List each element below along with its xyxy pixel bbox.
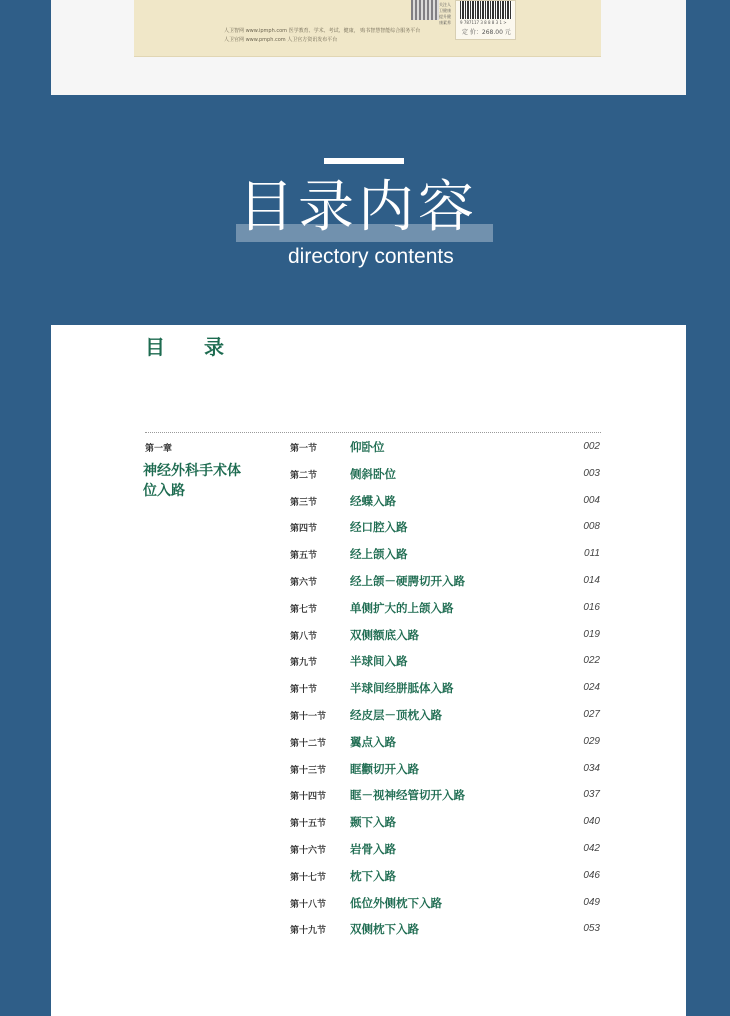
section-page: 027	[583, 708, 600, 720]
price-label: 定 价：268.00 元	[462, 29, 511, 36]
section-page: 029	[583, 735, 600, 747]
toc-row	[290, 544, 602, 571]
section-number: 第五节	[290, 551, 318, 562]
section-number: 第十四节	[290, 792, 327, 803]
toc-row	[290, 893, 602, 920]
chapter-label: 第一章	[145, 444, 173, 454]
section-number: 第四节	[290, 524, 318, 535]
section-title-text: 翼点入路	[350, 734, 396, 749]
toc-row	[290, 785, 602, 812]
toc-row	[290, 517, 602, 544]
toc-row	[290, 866, 602, 893]
section-title-text: 半球间经胼胝体入路	[350, 681, 454, 696]
section-page: 053	[583, 923, 600, 935]
toc-row	[290, 651, 602, 678]
section-page: 002	[583, 441, 600, 452]
toc-row	[290, 732, 602, 759]
section-title-text: 经蝶入路	[350, 493, 396, 508]
section-title-text: 眶－视神经管切开入路	[350, 788, 465, 803]
section-number: 第七节	[290, 604, 318, 615]
publisher-line-2: 人卫官网 www.pmph.com 人卫官方资讯发布平台	[224, 37, 338, 43]
toc-page	[51, 325, 686, 1016]
section-number: 第八节	[290, 631, 318, 642]
section-page: 046	[583, 869, 600, 881]
book-back-cover	[134, 0, 601, 57]
section-page: 049	[583, 896, 600, 908]
section-page: 022	[583, 655, 600, 667]
section-page: 011	[584, 548, 600, 560]
toc-row	[290, 812, 602, 839]
section-number: 第十节	[290, 685, 318, 696]
toc-row	[290, 625, 602, 652]
section-page: 042	[583, 842, 600, 854]
section-number: 第十九节	[290, 926, 327, 937]
section-page: 003	[583, 467, 600, 479]
section-title-text: 双侧额底入路	[350, 627, 419, 642]
section-title-text: 经皮层－顶枕入路	[350, 707, 442, 722]
section-number: 第十六节	[290, 845, 327, 856]
barcode-icon	[460, 1, 512, 19]
section-title-text: 经口腔入路	[350, 520, 408, 535]
stamp-text: 关注人卫健康 提升健康素养	[439, 2, 451, 25]
section-number: 第二节	[290, 470, 318, 481]
section-page: 016	[583, 601, 600, 613]
qr-code-icon	[411, 0, 439, 20]
toc-heading: 目 录	[145, 335, 240, 359]
toc-row	[290, 839, 602, 866]
dotted-divider	[145, 432, 601, 433]
barcode-number: 9 787117 3 8 8 8 3 1 >	[460, 20, 507, 25]
toc-row	[290, 705, 602, 732]
section-title-text: 眶颧切开入路	[350, 761, 419, 776]
section-number: 第一节	[290, 444, 318, 454]
toc-row	[290, 491, 602, 518]
section-number: 第六节	[290, 577, 318, 588]
toc-row	[290, 678, 602, 705]
book-back-cover-card	[51, 0, 686, 95]
barcode-box	[455, 0, 516, 40]
section-title-text: 单侧扩大的上颌入路	[350, 600, 454, 615]
section-title-text: 半球间入路	[350, 654, 408, 669]
section-page: 040	[583, 816, 600, 828]
toc-list	[290, 437, 602, 946]
section-page: 024	[583, 682, 600, 694]
publisher-line-1: 人卫智网 www.ipmph.com 医学教育、学术、考试、健康， 购书智慧智能综合服务平台	[224, 28, 421, 34]
section-number: 第九节	[290, 658, 318, 669]
section-page: 004	[583, 494, 600, 506]
toc-row	[290, 759, 602, 786]
section-subtitle: directory contents	[288, 245, 454, 268]
section-number: 第十七节	[290, 872, 327, 883]
decorative-bar	[324, 158, 404, 164]
toc-row	[290, 571, 602, 598]
section-title-text: 双侧枕下入路	[350, 922, 419, 937]
section-number: 第十二节	[290, 738, 327, 749]
section-title-text: 经上颌－硬腭切开入路	[350, 573, 465, 588]
toc-row	[290, 919, 602, 946]
toc-row	[290, 437, 602, 464]
section-number: 第十一节	[290, 711, 327, 722]
section-title: 目录内容	[238, 175, 478, 240]
section-page: 037	[583, 789, 600, 801]
section-title-text: 岩骨入路	[350, 841, 396, 856]
section-title-text: 仰卧位	[350, 440, 385, 454]
section-page: 008	[583, 521, 600, 533]
section-number: 第十八节	[290, 899, 327, 910]
section-title-text: 低位外侧枕下入路	[350, 895, 442, 910]
section-page: 019	[583, 628, 600, 640]
section-page: 034	[583, 762, 600, 774]
section-number: 第十三节	[290, 765, 327, 776]
section-number: 第十五节	[290, 819, 327, 830]
toc-row	[290, 598, 602, 625]
section-title-text: 侧斜卧位	[350, 466, 396, 481]
section-page: 014	[583, 574, 600, 586]
toc-row	[290, 464, 602, 491]
section-title-text: 枕下入路	[350, 868, 396, 883]
section-number: 第三节	[290, 497, 318, 508]
section-title-text: 颞下入路	[350, 815, 396, 830]
section-title-text: 经上颌入路	[350, 547, 408, 562]
chapter-title: 神经外科手术体位入路	[143, 463, 241, 499]
